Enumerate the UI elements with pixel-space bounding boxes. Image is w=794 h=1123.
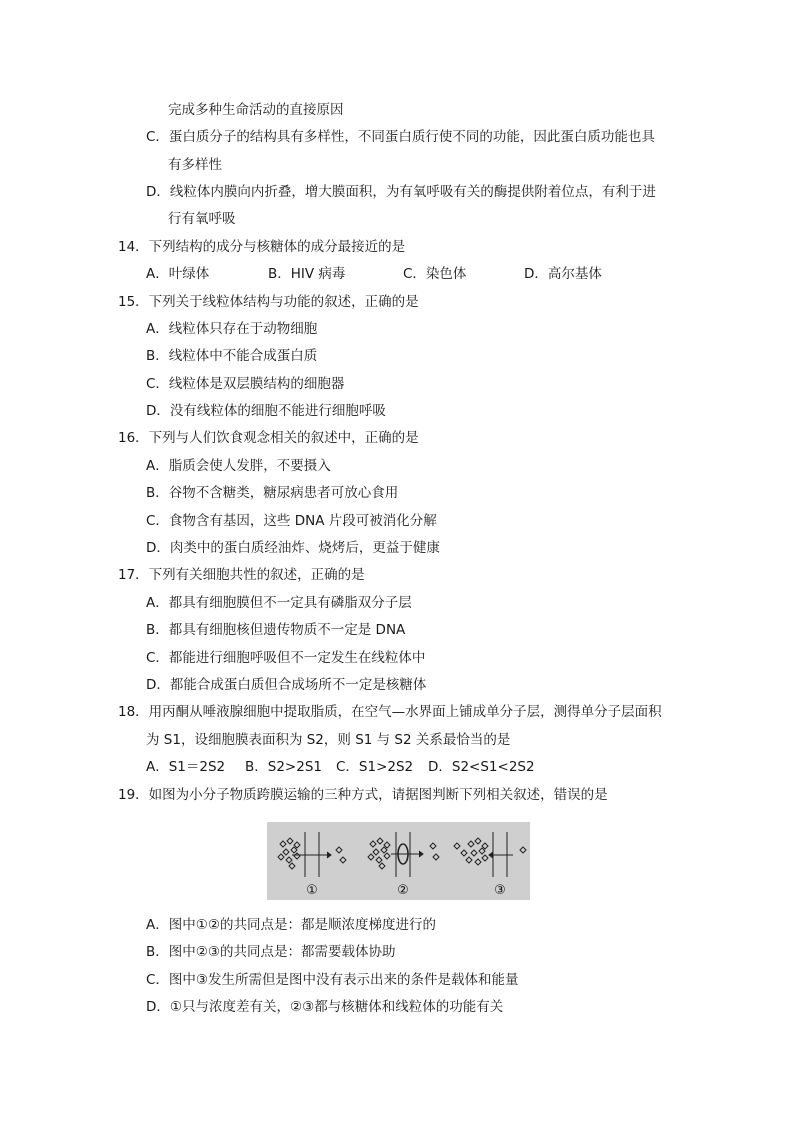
membrane-transport-diagram xyxy=(267,822,530,900)
q14-options xyxy=(0,265,794,283)
q19-option-a: A．图中①②的共同点是：都是顺浓度梯度进行的 xyxy=(146,917,436,933)
q15-option-d: D．没有线粒体的细胞不能进行细胞呼吸 xyxy=(146,403,386,419)
q18-options xyxy=(0,758,794,776)
q18-stem-line1: 18．用丙酮从唾液腺细胞中提取脂质，在空气—水界面上铺成单分子层，测得单分子层面积 xyxy=(118,704,662,720)
panel-3-arrowhead xyxy=(489,852,493,858)
membrane-transport-figure xyxy=(267,822,530,900)
q17-option-c: C．都能进行细胞呼吸但不一定发生在线粒体中 xyxy=(146,650,426,666)
q18-option-c: C．S1>2S2 xyxy=(336,759,414,775)
q15-option-c: C．线粒体是双层膜结构的细胞器 xyxy=(146,376,345,392)
q18-stem-line2: 为 S1，设细胞膜表面积为 S2，则 S1 与 S2 关系最恰当的是 xyxy=(146,732,511,748)
figure-label-1: ① xyxy=(306,883,318,898)
q14-option-b: B．HIV 病毒 xyxy=(268,266,346,282)
q14-option-d: D．高尔基体 xyxy=(524,266,602,282)
panel-3-molecules xyxy=(454,838,526,865)
q16-option-a: A．脂质会使人发胖，不要摄入 xyxy=(146,458,331,474)
panel-1-molecules xyxy=(278,838,346,869)
q13-option-d-line1: D．线粒体内膜向内折叠，增大膜面积，为有氧呼吸有关的酶提供附着位点，有利于进 xyxy=(146,184,656,200)
q16-option-d: D．肉类中的蛋白质经油炸、烧烤后，更益于健康 xyxy=(146,540,440,556)
q16-stem: 16．下列与人们饮食观念相关的叙述中，正确的是 xyxy=(118,430,419,446)
q14-option-c: C．染色体 xyxy=(403,266,467,282)
q17-stem: 17．下列有关细胞共性的叙述，正确的是 xyxy=(118,567,365,583)
q18-option-d: D．S2<S1<2S2 xyxy=(428,759,535,775)
q15-option-b: B．线粒体中不能合成蛋白质 xyxy=(146,348,318,364)
q14-stem: 14．下列结构的成分与核糖体的成分最接近的是 xyxy=(118,239,406,255)
q13-option-d-line2: 行有氧呼吸 xyxy=(168,211,236,227)
panel-1-arrowhead xyxy=(327,852,331,858)
q13-b-continuation: 完成多种生命活动的直接原因 xyxy=(168,102,344,118)
figure-label-2: ② xyxy=(397,883,409,898)
panel-2-arrowhead xyxy=(419,851,423,857)
q19-stem: 19．如图为小分子物质跨膜运输的三种方式，请据图判断下列相关叙述，错误的是 xyxy=(118,787,608,803)
q19-option-d: D．①只与浓度差有关，②③都与核糖体和线粒体的功能有关 xyxy=(146,999,504,1015)
q17-option-d: D．都能合成蛋白质但合成场所不一定是核糖体 xyxy=(146,677,427,693)
q14-option-a: A．叶绿体 xyxy=(146,266,210,282)
q13-option-c-line2: 有多样性 xyxy=(168,157,222,173)
q15-stem: 15．下列关于线粒体结构与功能的叙述，正确的是 xyxy=(118,294,419,310)
q17-option-a: A．都具有细胞膜但不一定具有磷脂双分子层 xyxy=(146,595,412,611)
q19-option-c: C．图中③发生所需但是图中没有表示出来的条件是载体和能量 xyxy=(146,972,519,988)
q13-option-c-line1: C．蛋白质分子的结构具有多样性，不同蛋白质行使不同的功能，因此蛋白质功能也具 xyxy=(146,129,655,145)
q16-option-b: B．谷物不含糖类，糖尿病患者可放心食用 xyxy=(146,485,399,501)
q18-option-a: A．S1＝2S2 xyxy=(146,759,226,775)
figure-label-3: ③ xyxy=(494,883,506,898)
q19-option-b: B．图中②③的共同点是：都需要载体协助 xyxy=(146,944,396,960)
q15-option-a: A．线粒体只存在于动物细胞 xyxy=(146,321,318,337)
q17-option-b: B．都具有细胞核但遗传物质不一定是 DNA xyxy=(146,622,406,638)
q16-option-c: C．食物含有基因，这些 DNA 片段可被消化分解 xyxy=(146,513,437,529)
q18-option-b: B．S2>2S1 xyxy=(245,759,322,775)
